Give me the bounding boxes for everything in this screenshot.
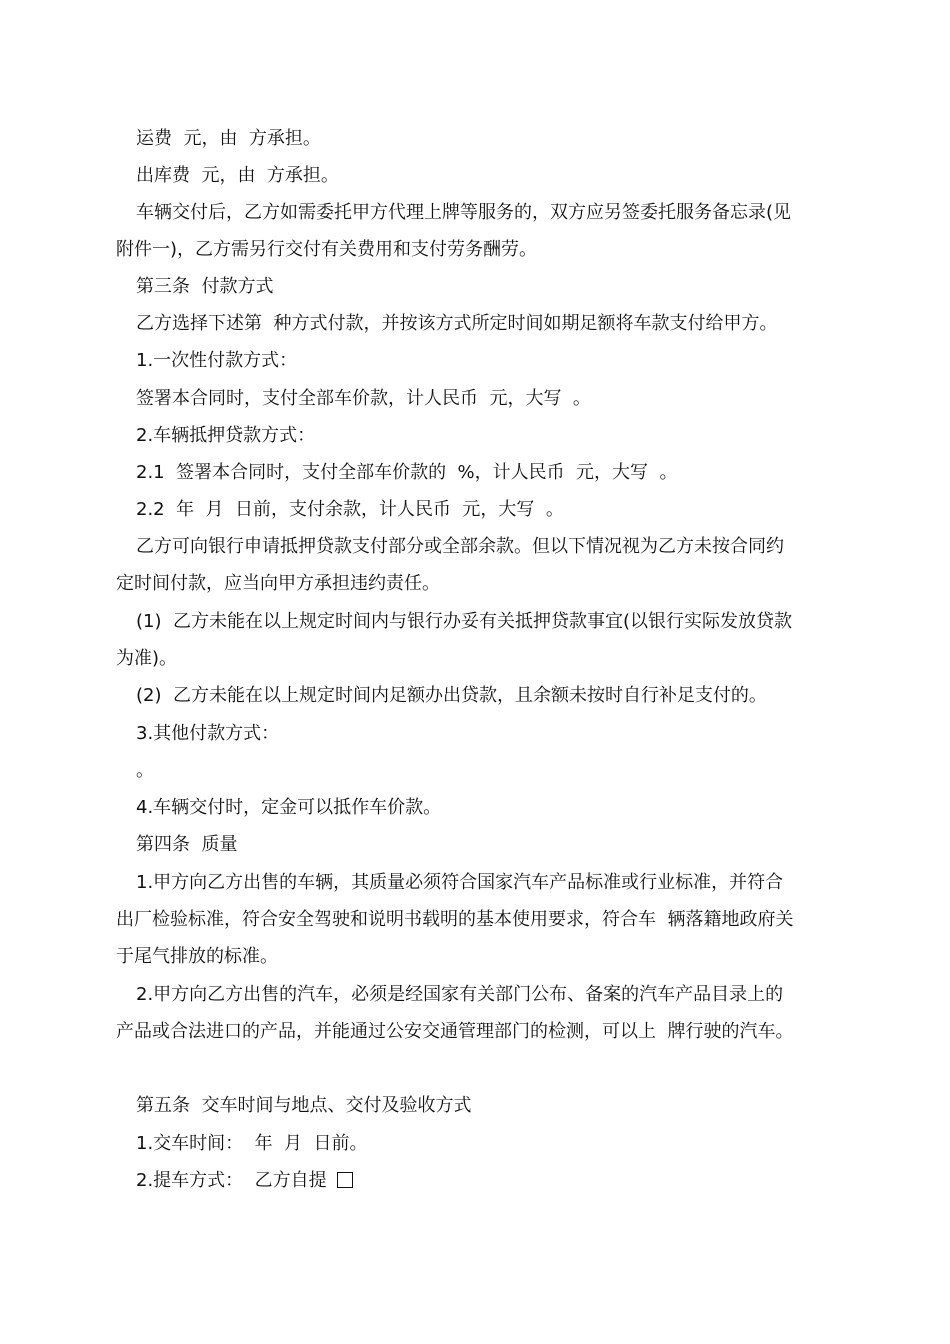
text-line-with-checkbox bbox=[0, 1168, 950, 1194]
text-line: 车辆交付后，乙方如需委托甲方代理上牌等服务的，双方应另签委托服务备忘录(见 bbox=[136, 202, 792, 223]
text-line: 定时间付款，应当向甲方承担违约责任。 bbox=[116, 573, 440, 594]
text-line: 运费 元，由 方承担。 bbox=[136, 128, 321, 149]
section-heading: 第四条 质量 bbox=[136, 834, 238, 855]
pickup-method-label: 2.提车方式： 乙方自提 bbox=[136, 1170, 327, 1191]
text-line: 1.交车时间： 年 月 日前。 bbox=[136, 1133, 368, 1154]
text-line: 2.1 签署本合同时，支付全部车价款的 %，计人民币 元，大写 。 bbox=[136, 462, 678, 483]
text-line: 出库费 元，由 方承担。 bbox=[136, 165, 339, 186]
section-heading: 第三条 付款方式 bbox=[136, 276, 274, 297]
section-heading: 第五条 交车时间与地点、交付及验收方式 bbox=[136, 1095, 472, 1116]
text-line: (2) 乙方未能在以上规定时间内足额办出贷款，且余额未按时自行补足支付的。 bbox=[136, 685, 767, 706]
text-line: 2.车辆抵押贷款方式： bbox=[136, 425, 316, 446]
text-line: 。 bbox=[136, 760, 154, 781]
text-line: 为准)。 bbox=[116, 648, 178, 669]
text-line: 出厂检验标准，符合安全驾驶和说明书载明的基本使用要求，符合车 辆落籍地政府关 bbox=[116, 909, 794, 930]
text-line: 1.一次性付款方式： bbox=[136, 350, 298, 371]
text-line: 乙方可向银行申请抵押贷款支付部分或全部余款。但以下情况视为乙方未按合同约 bbox=[136, 536, 784, 557]
text-line: 3.其他付款方式： bbox=[136, 723, 280, 744]
self-pickup-checkbox[interactable] bbox=[337, 1172, 353, 1188]
text-line: 附件一)，乙方需另行交付有关费用和支付劳务酬劳。 bbox=[116, 239, 538, 260]
text-line: 签署本合同时，支付全部车价款，计人民币 元，大写 。 bbox=[136, 388, 591, 409]
text-line: 产品或合法进口的产品，并能通过公安交通管理部门的检测，可以上 牌行驶的汽车。 bbox=[116, 1021, 794, 1042]
text-line: 于尾气排放的标准。 bbox=[116, 946, 278, 967]
text-line: 1.甲方向乙方出售的车辆，其质量必须符合国家汽车产品标准或行业标准，并符合 bbox=[136, 872, 784, 893]
text-line: 2.甲方向乙方出售的汽车，必须是经国家有关部门公布、备案的汽车产品目录上的 bbox=[136, 984, 784, 1005]
text-line: (1) 乙方未能在以上规定时间内与银行办妥有关抵押贷款事宜(以银行实际发放贷款 bbox=[136, 611, 792, 632]
text-line: 2.2 年 月 日前，支付余款，计人民币 元，大写 。 bbox=[136, 499, 564, 520]
text-line: 乙方选择下述第 种方式付款，并按该方式所定时间如期足额将车款支付给甲方。 bbox=[136, 313, 778, 334]
text-line: 4.车辆交付时，定金可以抵作车价款。 bbox=[136, 797, 442, 818]
